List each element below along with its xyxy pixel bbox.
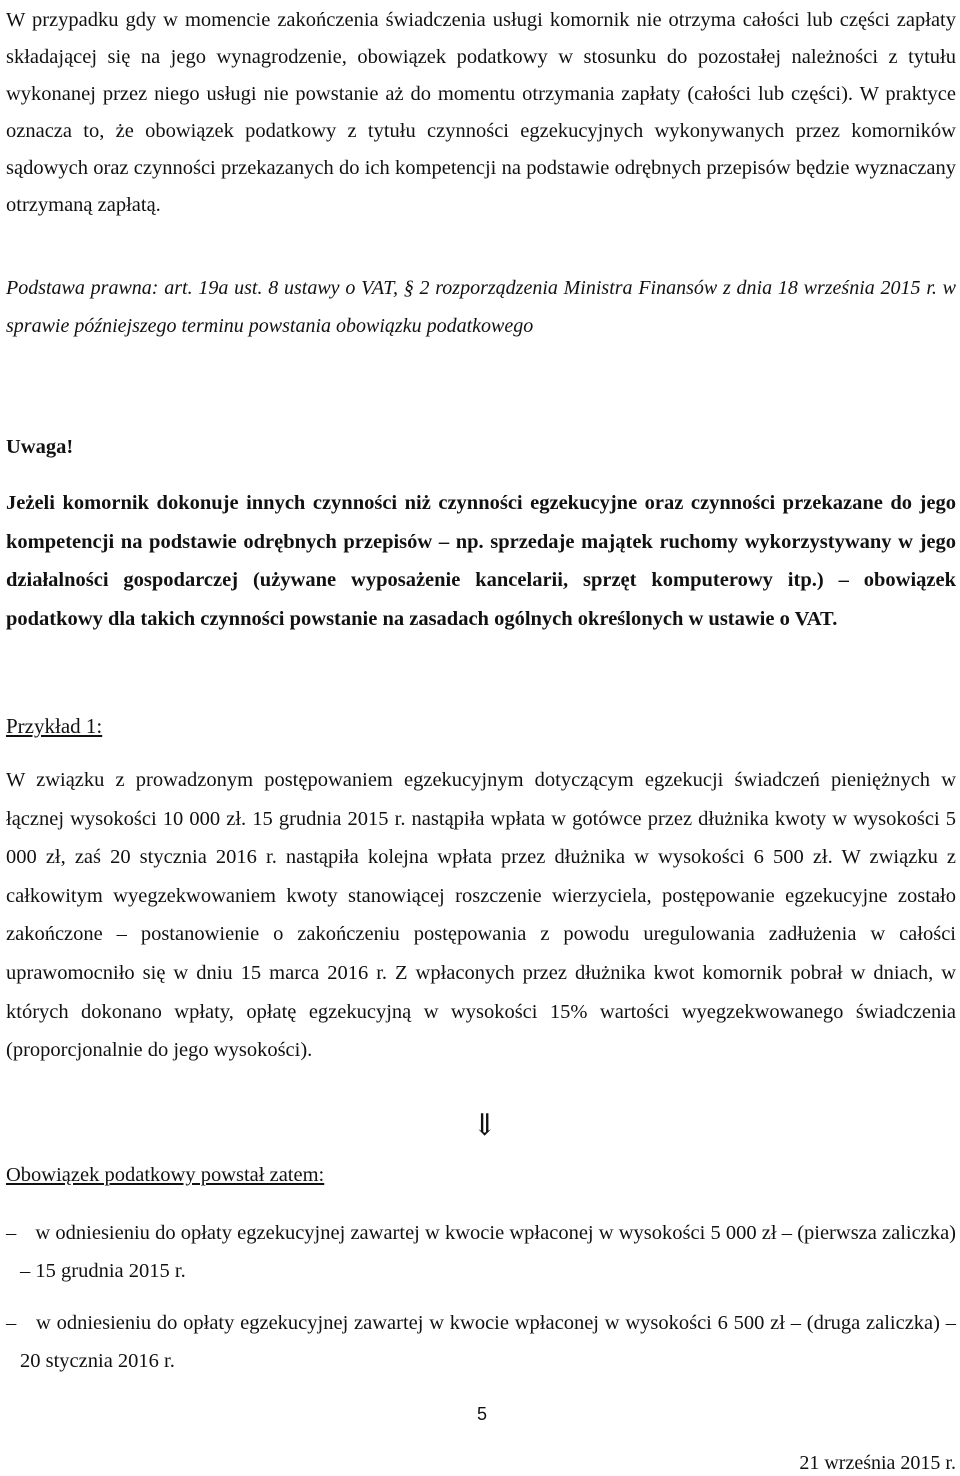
dash-bullet-icon: – — [6, 1222, 17, 1244]
intro-paragraph — [6, 2, 956, 224]
list-item-2-text: w odniesieniu do opłaty egzekucyjnej zawartej w kwocie wpłaconej w wysokości 6 500 zł – (druga zaliczka) – 20 stycznia 2016 r. — [20, 1312, 956, 1372]
down-arrow-icon: ⇓ — [472, 1109, 498, 1142]
result-title: Obowiązek podatkowy powstał zatem: — [6, 1164, 325, 1186]
intro-section — [6, 2, 956, 224]
example-section — [6, 761, 956, 1070]
dash-bullet-icon: – — [6, 1312, 17, 1334]
result-list — [6, 1214, 956, 1380]
list-item — [6, 1304, 956, 1380]
list-item-text — [20, 1214, 956, 1290]
warning-title: Uwaga! — [6, 436, 74, 458]
legal-basis — [6, 269, 956, 345]
list-item-text — [20, 1304, 956, 1380]
example-title: Przykład 1: — [6, 714, 103, 738]
intro-paragraph-2: W praktyce oznacza to, że obowiązek podatkowy z tytułu czynności egzekucyjnych wykonywanych przez komorników sądowych oraz czynności przekazanych do ich kompetencji na podstawie odrębnych przepisów będzie wyznaczany otrzymaną zapłatą. — [6, 83, 956, 216]
list-item — [6, 1214, 956, 1290]
warning-body: Jeżeli komornik dokonuje innych czynności niż czynności egzekucyjne oraz czynności przekazane do jego kompetencji na podstawie odrębnych przepisów – np. sprzedaje majątek ruchomy wykorzystywany w jego działalności gospodarczej (używane wyposażenie kancelarii, sprzęt komputerowy itp.) – obowiązek podatkowy dla takich czynności powstanie na zasadach ogólnych określonych w ustawie o VAT. — [6, 492, 956, 630]
footer-date: 21 września 2015 r. — [799, 1452, 956, 1474]
legal-basis-text: Podstawa prawna: art. 19a ust. 8 ustawy o VAT, § 2 rozporządzenia Ministra Finansów z dnia 18 września 2015 r. w sprawie późniejszego terminu powstania obowiązku podatkowego — [6, 277, 956, 337]
page-number: 5 — [477, 1404, 488, 1424]
warning-section — [6, 484, 956, 638]
list-item-1-text: w odniesieniu do opłaty egzekucyjnej zawartej w kwocie wpłaconej w wysokości 5 000 zł – (pierwsza zaliczka) – 15 grudnia 2015 r. — [20, 1222, 956, 1282]
intro-paragraph-1: W przypadku gdy w momencie zakończenia świadczenia usługi komornik nie otrzyma całości lub części zapłaty składającej się na jego wynagrodzenie, obowiązek podatkowy w stosunku do pozostałej należności z tytułu wykonanej przez niego usługi nie powstanie aż do momentu otrzymania zapłaty (całości lub części). — [6, 9, 956, 105]
example-body: W związku z prowadzonym postępowaniem egzekucyjnym dotyczącym egzekucji świadczeń pieniężnych w łącznej wysokości 10 000 zł. 15 grudnia 2015 r. nastąpiła wpłata w gotówce przez dłużnika kwoty w wysokości 5 000 zł, zaś 20 stycznia 2016 r. nastąpiła kolejna wpłata przez dłużnika w wysokości 6 500 zł. W związku z całkowitym wyegzekwowaniem kwoty stanowiącej roszczenie wierzyciela, postępowanie egzekucyjne zostało zakończone – postanowienie o zakończeniu postępowania z powodu uregulowania zadłużenia w całości uprawomocniło się w dniu 15 marca 2016 r. Z wpłaconych przez dłużnika kwot komornik pobrał w dniach, w których dokonano wpłaty, opłatę egzekucyjną w wysokości 15% wartości wyegzekwowanego świadczenia (proporcjonalnie do jego wysokości). — [6, 769, 956, 1062]
